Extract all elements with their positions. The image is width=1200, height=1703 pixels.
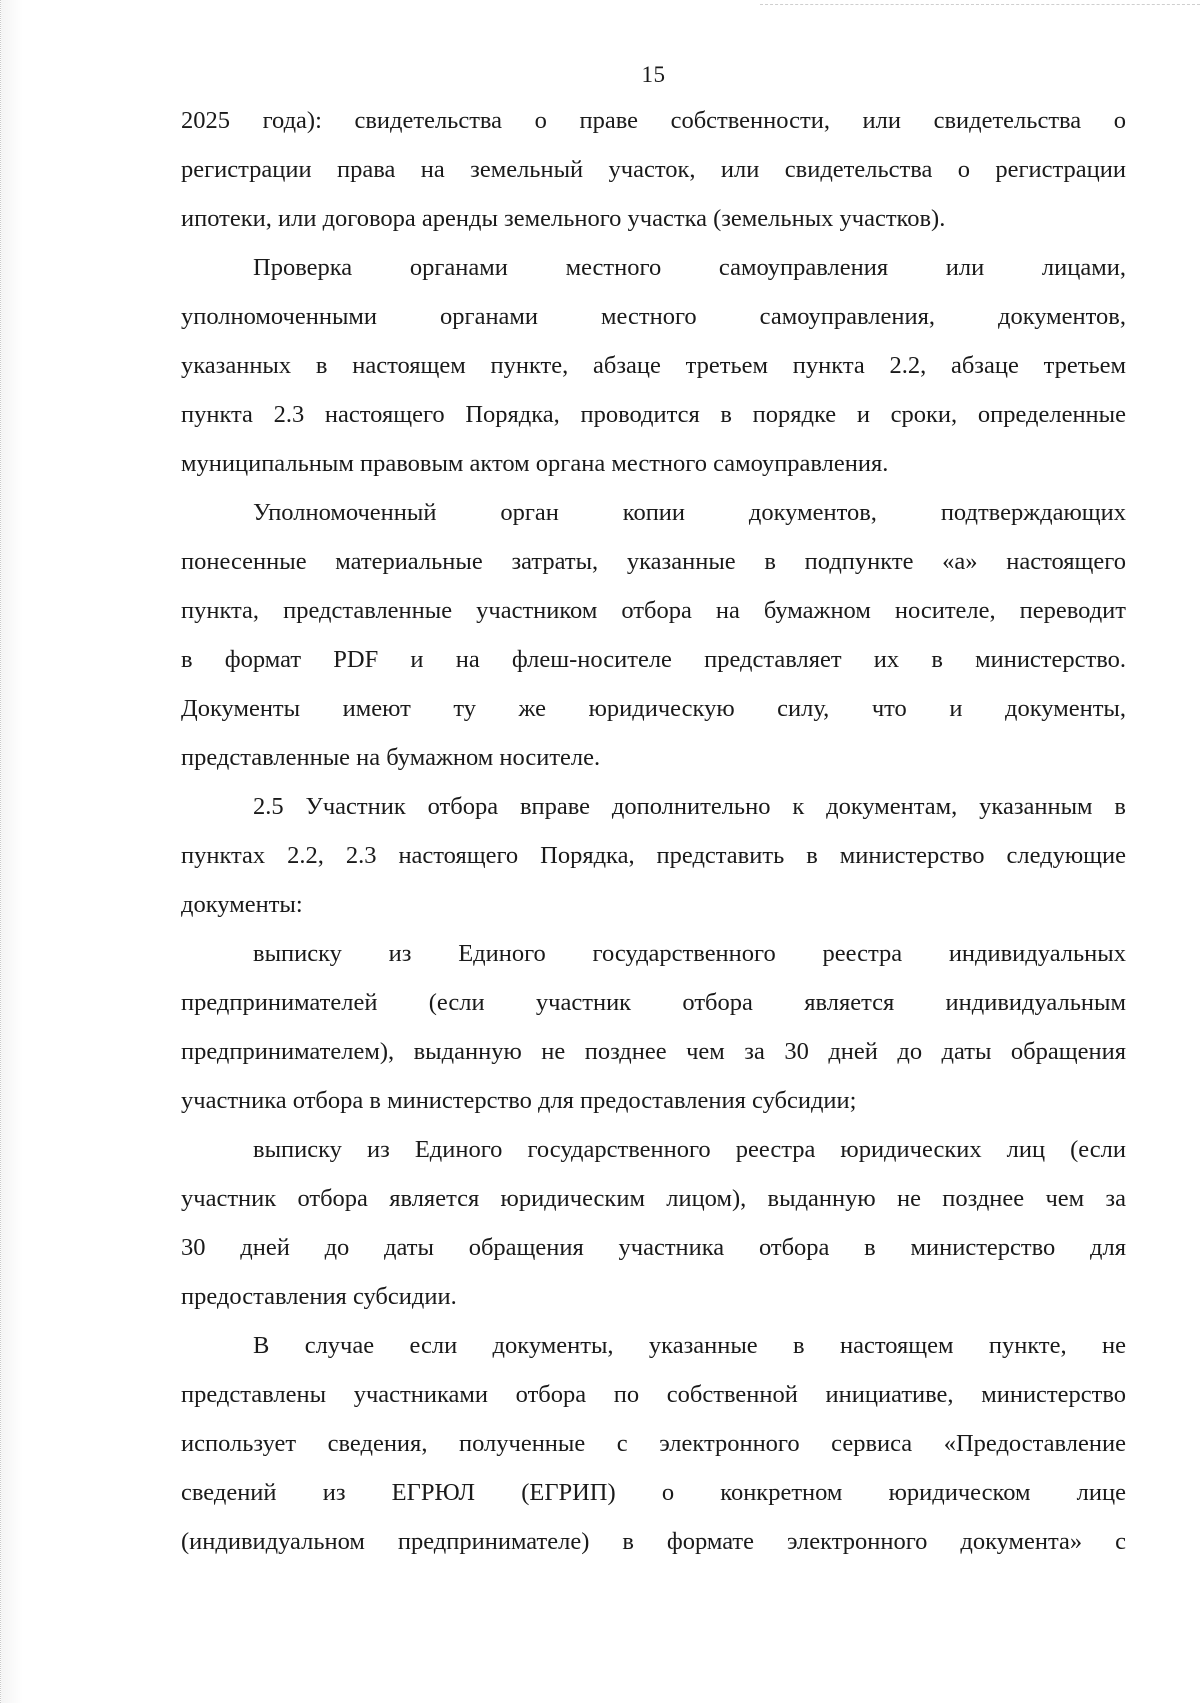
scan-top-edge — [760, 4, 1200, 6]
text-line: ипотеки, или договора аренды земельного участка (земельных участков). — [181, 205, 946, 232]
paragraph-egrul-extract — [181, 1125, 1126, 1321]
paragraph-section-2-5 — [181, 782, 1126, 929]
text-line: участник отбора является юридическим лицом), выданную не позднее чем за — [181, 1185, 1126, 1212]
text-line: Уполномоченный орган копии документов, подтверждающих — [253, 499, 1126, 526]
text-line: предпринимателей (если участник отбора является индивидуальным — [181, 989, 1126, 1016]
text-line: регистрации права на земельный участок, или свидетельства о регистрации — [181, 156, 1126, 183]
text-line: представлены участниками отбора по собственной инициативе, министерство — [181, 1381, 1126, 1408]
text-line: представленные на бумажном носителе. — [181, 744, 601, 771]
text-line: пунктах 2.2, 2.3 настоящего Порядка, представить в министерство следующие — [181, 842, 1126, 869]
paragraph-electronic-service — [181, 1321, 1126, 1566]
text-line: в формат PDF и на флеш-носителе представляет их в министерство. — [181, 646, 1126, 673]
text-line: выписку из Единого государственного реестра юридических лиц (если — [253, 1136, 1126, 1163]
text-line: понесенные материальные затраты, указанные в подпункте «а» настоящего — [181, 548, 1126, 575]
page-number: 15 — [641, 62, 666, 87]
text-line: 30 дней до даты обращения участника отбора в министерство для — [181, 1234, 1126, 1261]
text-line: муниципальным правовым актом органа местного самоуправления. — [181, 450, 889, 477]
scan-left-edge — [0, 0, 23, 1703]
text-line: документы: — [181, 891, 303, 918]
paragraph-verification — [181, 243, 1126, 488]
text-line: указанных в настоящем пункте, абзаце третьем пункта 2.2, абзаце третьем — [181, 352, 1126, 379]
text-line: предпринимателем), выданную не позднее чем за 30 дней до даты обращения — [181, 1038, 1126, 1065]
text-line: использует сведения, полученные с электронного сервиса «Предоставление — [181, 1430, 1126, 1457]
text-line: В случае если документы, указанные в настоящем пункте, не — [253, 1332, 1126, 1359]
text-line: предоставления субсидии. — [181, 1283, 457, 1310]
paragraph-continuation — [181, 96, 1126, 243]
text-line: выписку из Единого государственного реестра индивидуальных — [253, 940, 1126, 967]
text-line: 2.5 Участник отбора вправе дополнительно к документам, указанным в — [253, 793, 1126, 820]
text-line: пункта, представленные участником отбора на бумажном носителе, переводит — [181, 597, 1126, 624]
paragraph-authorized-body — [181, 488, 1126, 782]
paragraph-egrip-extract — [181, 929, 1126, 1125]
text-line: уполномоченными органами местного самоуправления, документов, — [181, 303, 1126, 330]
text-line: 2025 года): свидетельства о праве собственности, или свидетельства о — [181, 107, 1126, 134]
text-line: (индивидуальном предпринимателе) в формате электронного документа» с — [181, 1528, 1126, 1555]
text-line: Проверка органами местного самоуправления или лицами, — [253, 254, 1126, 281]
text-line: Документы имеют ту же юридическую силу, что и документы, — [181, 695, 1126, 722]
text-line: пункта 2.3 настоящего Порядка, проводится в порядке и сроки, определенные — [181, 401, 1126, 428]
text-line: участника отбора в министерство для предоставления субсидии; — [181, 1087, 857, 1114]
document-page — [181, 58, 1126, 1566]
text-line: сведений из ЕГРЮЛ (ЕГРИП) о конкретном юридическом лице — [181, 1479, 1126, 1506]
